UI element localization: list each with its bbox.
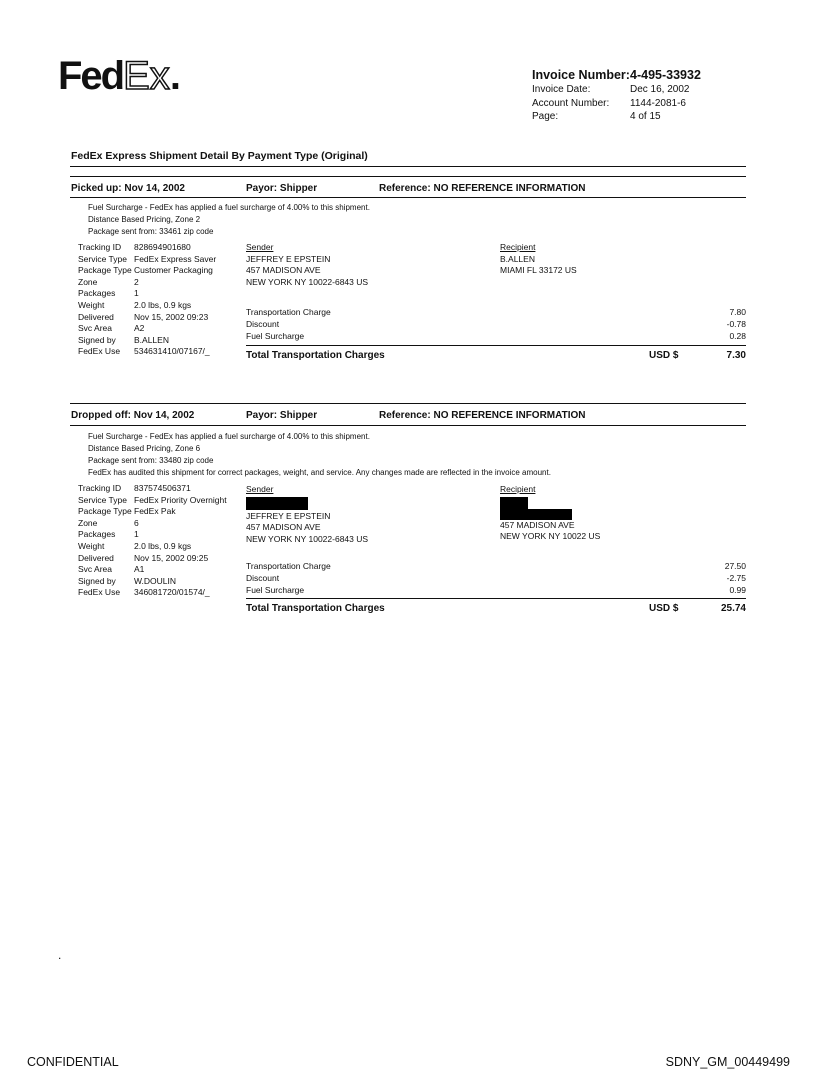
stray-mark: . [58, 948, 62, 962]
shipment-date-header: Picked up: Nov 14, 2002 [71, 183, 185, 194]
total-amount: 7.30 [726, 350, 746, 361]
invoice-date: Dec 16, 2002 [630, 84, 690, 95]
payor: Payor: Shipper [246, 183, 318, 194]
currency: USD $ [649, 350, 679, 361]
divider [70, 425, 746, 426]
redaction-bar [500, 509, 572, 520]
invoice-number-label: Invoice Number: [532, 68, 630, 82]
charge-amounts: 27.50 -2.75 0.99 [724, 561, 746, 596]
account-number-label: Account Number: [532, 97, 610, 109]
invoice-info [532, 67, 752, 124]
reference: Reference: NO REFERENCE INFORMATION [379, 410, 586, 421]
section-title: FedEx Express Shipment Detail By Payment Type (Original) [71, 150, 368, 162]
charge-amounts: 7.80 -0.78 0.28 [726, 307, 746, 342]
shipment-details: Tracking ID 837574506371 Service Type FedEx Priority Overnight Package Type FedEx Pak Zone 6 Packages 1 Weight 2.0 lbs, 0.9 kgs Delivered Nov 15, 2002 09:25 Svc Area A1 Signed by W.DOULIN FedEx Use 346081720/01574/_ [78, 483, 227, 598]
divider [246, 345, 746, 346]
divider [70, 197, 746, 198]
total-label: Total Transportation Charges [246, 350, 385, 361]
divider [70, 403, 746, 404]
page-number: 4 of 15 [630, 111, 661, 122]
charge-labels: Transportation Charge Discount Fuel Surcharge [246, 561, 331, 596]
redaction-bar [246, 497, 308, 510]
bates-number: SDNY_GM_00449499 [665, 1055, 790, 1069]
sender-block: Sender JEFFREY E EPSTEIN 457 MADISON AVE NEW YORK NY 10022-6843 US [246, 242, 369, 287]
shipment-notes: Fuel Surcharge - FedEx has applied a fuel surcharge of 4.00% to this shipment. Distance Based Pricing, Zone 2 Package sent from: 33461 zip code [88, 203, 370, 236]
divider [246, 598, 746, 599]
shipment-details: Tracking ID 828694901680 Service Type FedEx Express Saver Package Type Customer Packaging Zone 2 Packages 1 Weight 2.0 lbs, 0.9 kgs Delivered Nov 15, 2002 09:23 Svc Area A2 Signed by B.ALLEN FedEx Use 534631410/07167/_ [78, 242, 217, 357]
divider [70, 166, 746, 167]
reference: Reference: NO REFERENCE INFORMATION [379, 183, 586, 194]
redaction-bar [500, 497, 528, 509]
divider [70, 176, 746, 177]
currency: USD $ [649, 603, 679, 614]
shipment-date-header: Dropped off: Nov 14, 2002 [71, 410, 195, 421]
payor: Payor: Shipper [246, 410, 318, 421]
recipient-block: Recipient 457 MADISON AVE NEW YORK NY 10022 US [500, 484, 601, 542]
recipient-block: Recipient B.ALLEN MIAMI FL 33172 US [500, 242, 577, 276]
total-label: Total Transportation Charges [246, 603, 385, 614]
total-amount: 25.74 [720, 603, 746, 614]
invoice-date-label: Invoice Date: [532, 84, 591, 95]
fedex-logo: FedEx. [58, 54, 179, 98]
confidential-label: CONFIDENTIAL [27, 1055, 119, 1069]
shipment-notes: Fuel Surcharge - FedEx has applied a fuel surcharge of 4.00% to this shipment. Distance Based Pricing, Zone 6 Package sent from: 33480 zip code FedEx has audited this shipment for correct packages, weight, and service. Any changes made are reflected in the invoice amount. [88, 432, 551, 477]
sender-block: Sender JEFFREY E EPSTEIN 457 MADISON AVE NEW YORK NY 10022-6843 US [246, 484, 369, 544]
page-label: Page: [532, 111, 559, 122]
account-number: 1144-2081-6 [630, 97, 686, 109]
charge-labels: Transportation Charge Discount Fuel Surcharge [246, 307, 331, 342]
invoice-number: 4-495-33932 [630, 68, 701, 82]
